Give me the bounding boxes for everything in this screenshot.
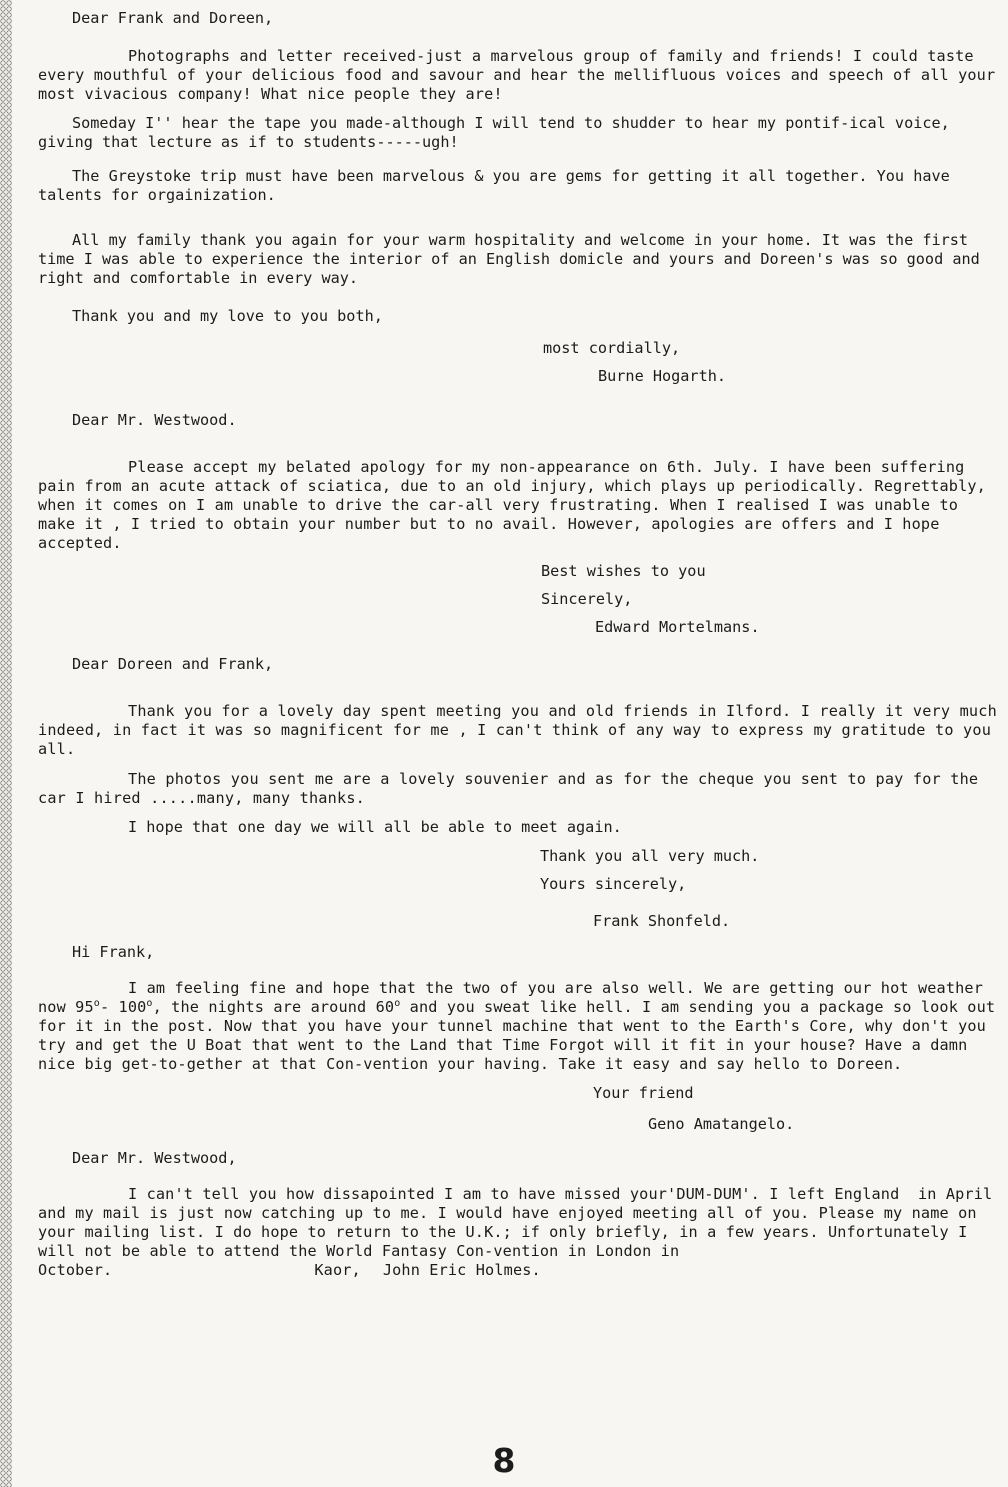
closing: Sincerely,: [541, 590, 633, 608]
paragraph-text: I am feeling fine and hope that the two of you are also well. We are getting our hot weather now 95: [38, 979, 993, 1016]
paragraph: The photos you sent me are a lovely souvenier and as for the cheque you sent to pay for the car I hired .....many, many thanks.: [38, 770, 988, 807]
greeting: Dear Doreen and Frank,: [72, 655, 274, 673]
degree-mark: o: [394, 997, 401, 1009]
degree-mark: o: [93, 997, 100, 1009]
closing: most cordially,: [543, 339, 681, 357]
letter-shonfeld: [38, 655, 1007, 931]
greeting: Dear Mr. Westwood,: [72, 1149, 237, 1167]
letter-amatangelo: [38, 943, 1004, 1134]
paragraph: All my family thank you again for your warm hospitality and welcome in your home. It was the first time I was able to experience the interior of an English domicle and yours and Doreen's was so good and right and comfortable in every way.: [38, 231, 989, 287]
closing: Your friend: [593, 1084, 694, 1102]
greeting: Hi Frank,: [72, 943, 155, 961]
page-number: 8: [492, 1441, 516, 1480]
paragraph: The Greystoke trip must have been marvelous & you are gems for getting it all together. You have talents for orgainization.: [38, 167, 959, 204]
closing: Yours sincerely,: [540, 875, 687, 893]
paragraph: [38, 1185, 1004, 1280]
paragraph: Photographs and letter received-just a marvelous group of family and friends! I could taste every mouthful of your delicious food and savour and hear the mellifluous voices and speech of all your most vivacious company! What nice people they are!: [38, 47, 1005, 103]
paragraph-text: - 100: [99, 998, 147, 1016]
paragraph: Thank you and my love to you both,: [72, 307, 383, 325]
paragraph-text: I can't tell you how dissapointed I am to have missed your'DUM-DUM'. I left England in April and my mail is just now catching up to me. I would have enjoyed meeting all of you. Please my name on your mailing list. I do hope to return to the U.K.; if only briefly, in a few years. Unfortunately I will not be able to attend the World Fantasy Con-vention in London in October.: [38, 1185, 1002, 1279]
signature: John Eric Holmes.: [382, 1261, 541, 1279]
closing: Thank you all very much.: [540, 847, 760, 865]
greeting: Dear Frank and Doreen,: [72, 9, 274, 27]
letters-page: [38, 9, 1007, 1280]
signature: Geno Amatangelo.: [648, 1115, 795, 1133]
signature: Frank Shonfeld.: [593, 912, 731, 930]
paragraph-text: , the nights are around 60: [152, 998, 395, 1016]
signature: Edward Mortelmans.: [595, 618, 760, 636]
degree-mark: o: [146, 997, 153, 1009]
paragraph: [38, 979, 1004, 1074]
signature: Burne Hogarth.: [598, 367, 727, 385]
letter-mortelmans: [38, 411, 1004, 637]
paragraph-text: and you sweat like hell. I am sending you a package so look out for it in the post. Now that you have your tunnel machine that went to the Earth's Core, why don't you try and get the U Boat that went to the Land that Time Forgot will it fit in your house? Have a damn nice big get-to-gether at that Con-vention your having. Take it easy and say hello to Doreen.: [38, 998, 1005, 1073]
perforated-binding-edge: [0, 0, 12, 1487]
greeting: Dear Mr. Westwood.: [72, 411, 237, 429]
closing: Best wishes to you: [541, 562, 706, 580]
paragraph: I hope that one day we will all be able to meet again.: [128, 818, 622, 836]
sign-off: Kaor,: [314, 1261, 361, 1279]
paragraph: Thank you for a lovely day spent meeting you and old friends in Ilford. I really it very much indeed, in fact it was so magnificent for me , I can't think of any way to express my gratitude to you all.: [38, 702, 1007, 758]
paragraph: Please accept my belated apology for my non-appearance on 6th. July. I have been suffering pain from an acute attack of sciatica, due to an old injury, which plays up periodically. Regrettably, when it comes on I am unable to drive the car-all very frustrating. When I realised I was unable to make it , I tried to obtain your number but to no avail. However, apologies are offers and I hope accepted.: [38, 458, 996, 552]
letter-holmes: [38, 1149, 1004, 1280]
letter-hogarth: [38, 9, 1004, 386]
paragraph: Someday I'' hear the tape you made-although I will tend to shudder to hear my pontif-ical voice, giving that lecture as if to students-----ugh!: [38, 114, 959, 151]
